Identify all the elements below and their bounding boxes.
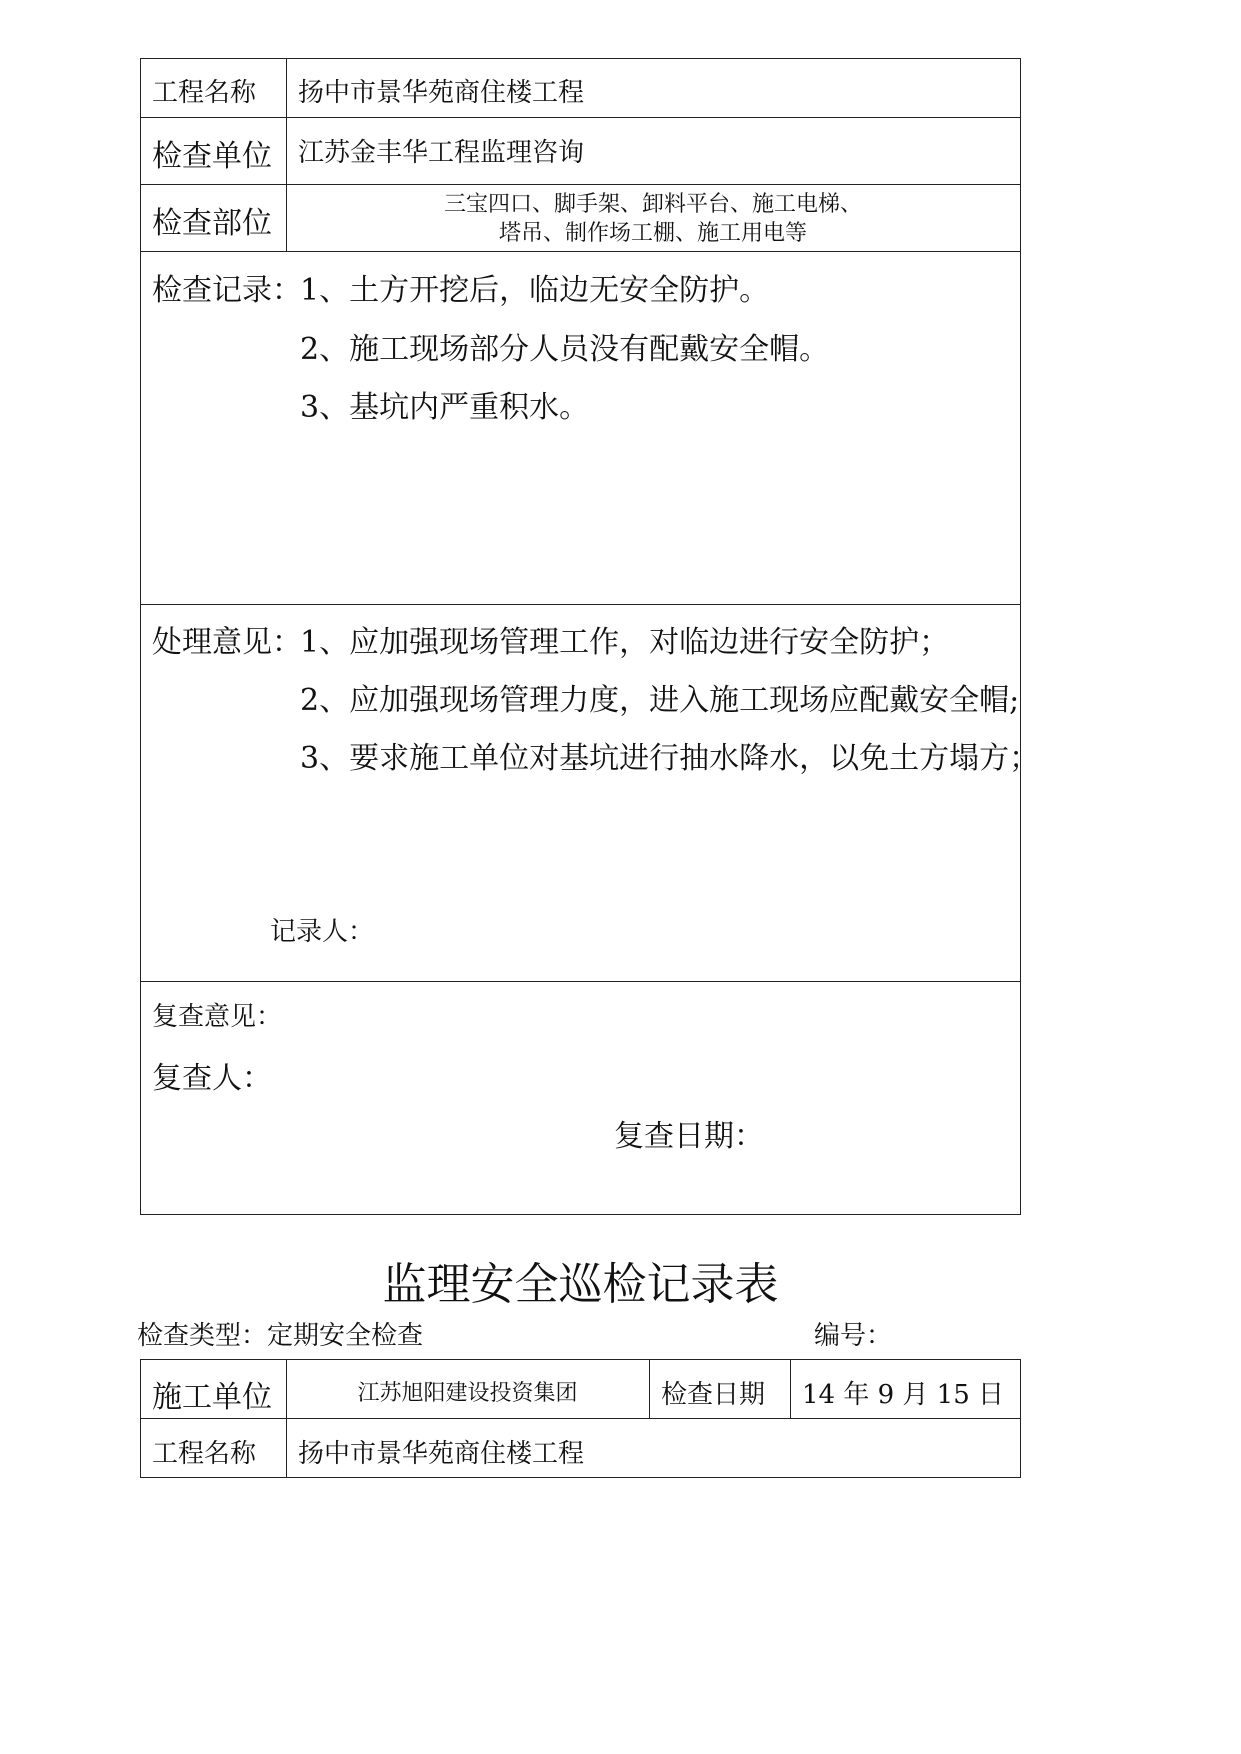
inspect-area-line2: 塔吊、制作场工棚、施工用电等 <box>498 221 807 246</box>
record-item: 1、土方开挖后，临边无安全防护。 <box>300 273 770 308</box>
inspect-date-label: 检查日期 <box>661 1380 766 1410</box>
inspect-type: 检查类型：定期安全检查 <box>137 1321 424 1351</box>
inspect-date-value: 14 年 9 月 15 日 <box>802 1380 1005 1410</box>
opinion-label: 处理意见： <box>152 625 302 660</box>
record-label: 检查记录： <box>152 273 302 308</box>
project-name-label-2: 工程名称 <box>152 1439 257 1469</box>
review-date-label: 复查日期： <box>614 1119 764 1154</box>
construction-unit-value: 江苏旭阳建设投资集团 <box>357 1381 578 1406</box>
opinion-item: 3、要求施工单位对基坑进行抽水降水，以免土方塌方； <box>300 741 1040 776</box>
inspect-unit-value: 江苏金丰华工程监理咨询 <box>298 138 585 168</box>
project-name-value-2: 扬中市景华苑商住楼工程 <box>298 1439 585 1469</box>
opinion-item: 2、应加强现场管理力度，进入施工现场应配戴安全帽; <box>300 683 1020 718</box>
record-item: 2、施工现场部分人员没有配戴安全帽。 <box>300 332 830 367</box>
reviewer-label: 复查人： <box>152 1061 272 1096</box>
inspect-area-line1: 三宝四口、脚手架、卸料平台、施工电梯、 <box>443 192 862 217</box>
construction-unit-label: 施工单位 <box>152 1380 272 1415</box>
opinion-item: 1、应加强现场管理工作，对临边进行安全防护； <box>300 625 950 660</box>
project-name-label: 工程名称 <box>152 78 257 108</box>
serial-label: 编号： <box>814 1321 893 1351</box>
record-item: 3、基坑内严重积水。 <box>300 390 590 425</box>
recorder-label: 记录人： <box>270 917 375 947</box>
review-opinion-label: 复查意见： <box>152 1002 283 1032</box>
inspect-area-label: 检查部位 <box>152 206 272 241</box>
project-name-value: 扬中市景华苑商住楼工程 <box>298 78 585 108</box>
form-title: 监理安全巡检记录表 <box>382 1259 779 1310</box>
inspect-unit-label: 检查单位 <box>152 139 272 174</box>
